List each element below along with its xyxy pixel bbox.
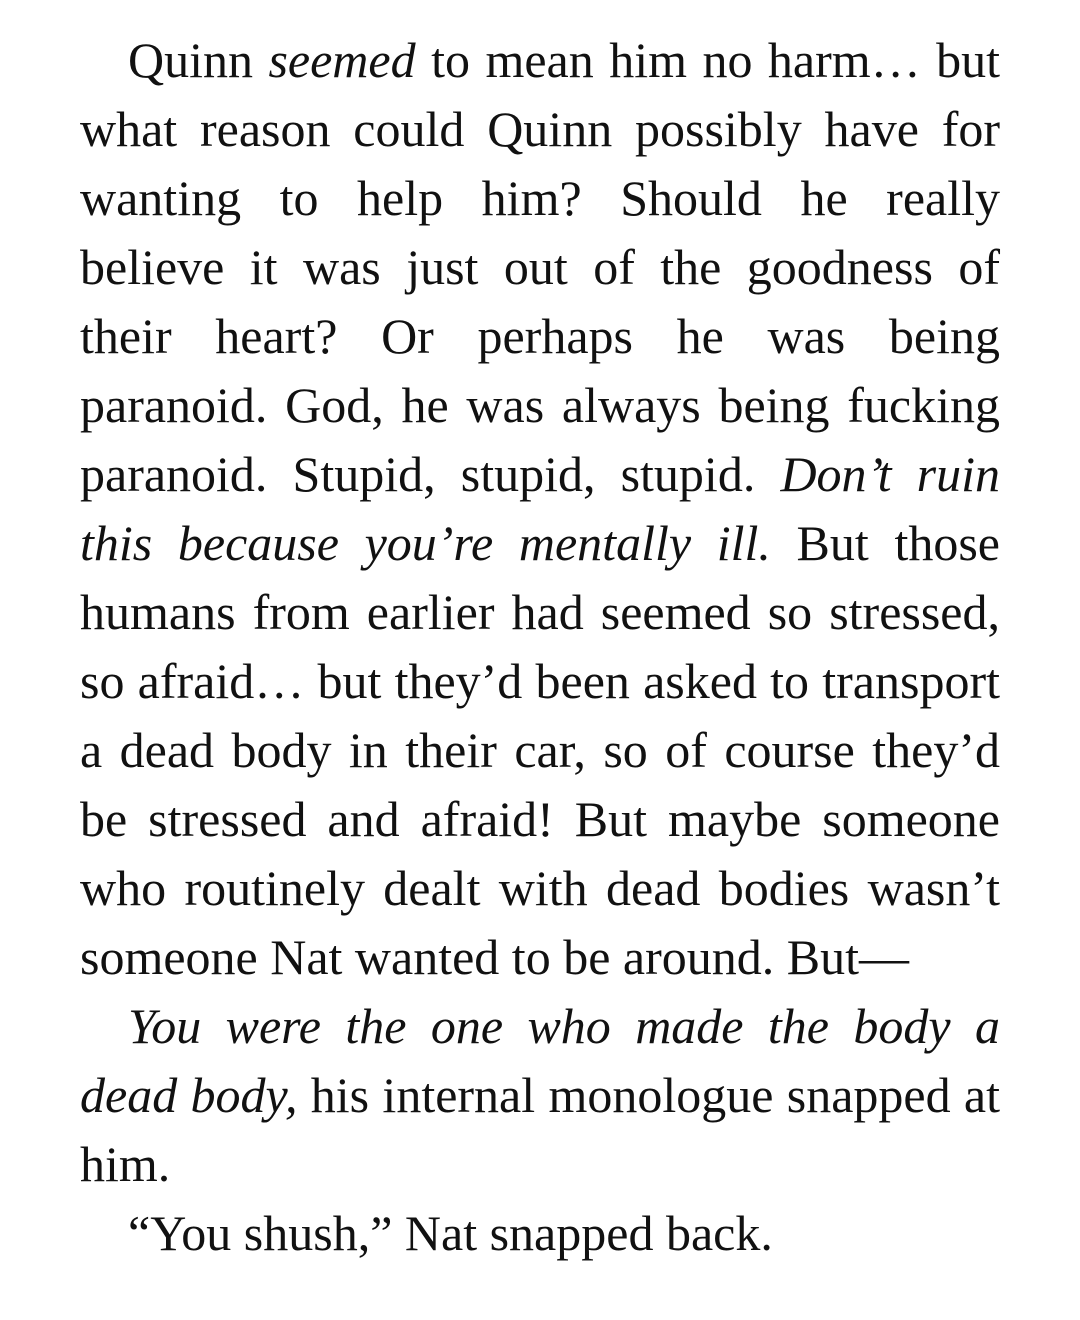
text-run: to mean him no harm… but what reason could Quinn possibly have for wanting to help him? Should he really believe it was just out of the goodness of their heart? Or perhaps he was being paranoid. God, he was always being fucking paranoid. Stupid, stupid, stupid. bbox=[80, 32, 1001, 502]
italic-text: Don’t ruin this because you’re mentally ill. bbox=[80, 446, 1001, 571]
italic-text: seemed bbox=[268, 32, 416, 88]
paragraph bbox=[80, 992, 1000, 1199]
text-run: “You shush,” Nat snapped back. bbox=[128, 1205, 773, 1261]
book-page bbox=[80, 0, 1000, 1268]
italic-text: You were the one who made the body a dead body, bbox=[80, 998, 1000, 1123]
page-body bbox=[80, 26, 1000, 1268]
paragraph bbox=[80, 1199, 1000, 1268]
text-run: But those humans from earlier had seemed so stressed, so afraid… but they’d been asked to transport a dead body in their car, so of course they’d be stressed and afraid! But maybe someone who routinely dealt with dead bodies wasn’t someone Nat wanted to be around. But— bbox=[80, 515, 1000, 985]
text-run: his internal monologue snapped at him. bbox=[80, 1067, 1000, 1192]
cut-off-previous-line bbox=[80, 0, 1000, 26]
text-run: Quinn bbox=[128, 32, 269, 88]
paragraph bbox=[80, 26, 1000, 992]
